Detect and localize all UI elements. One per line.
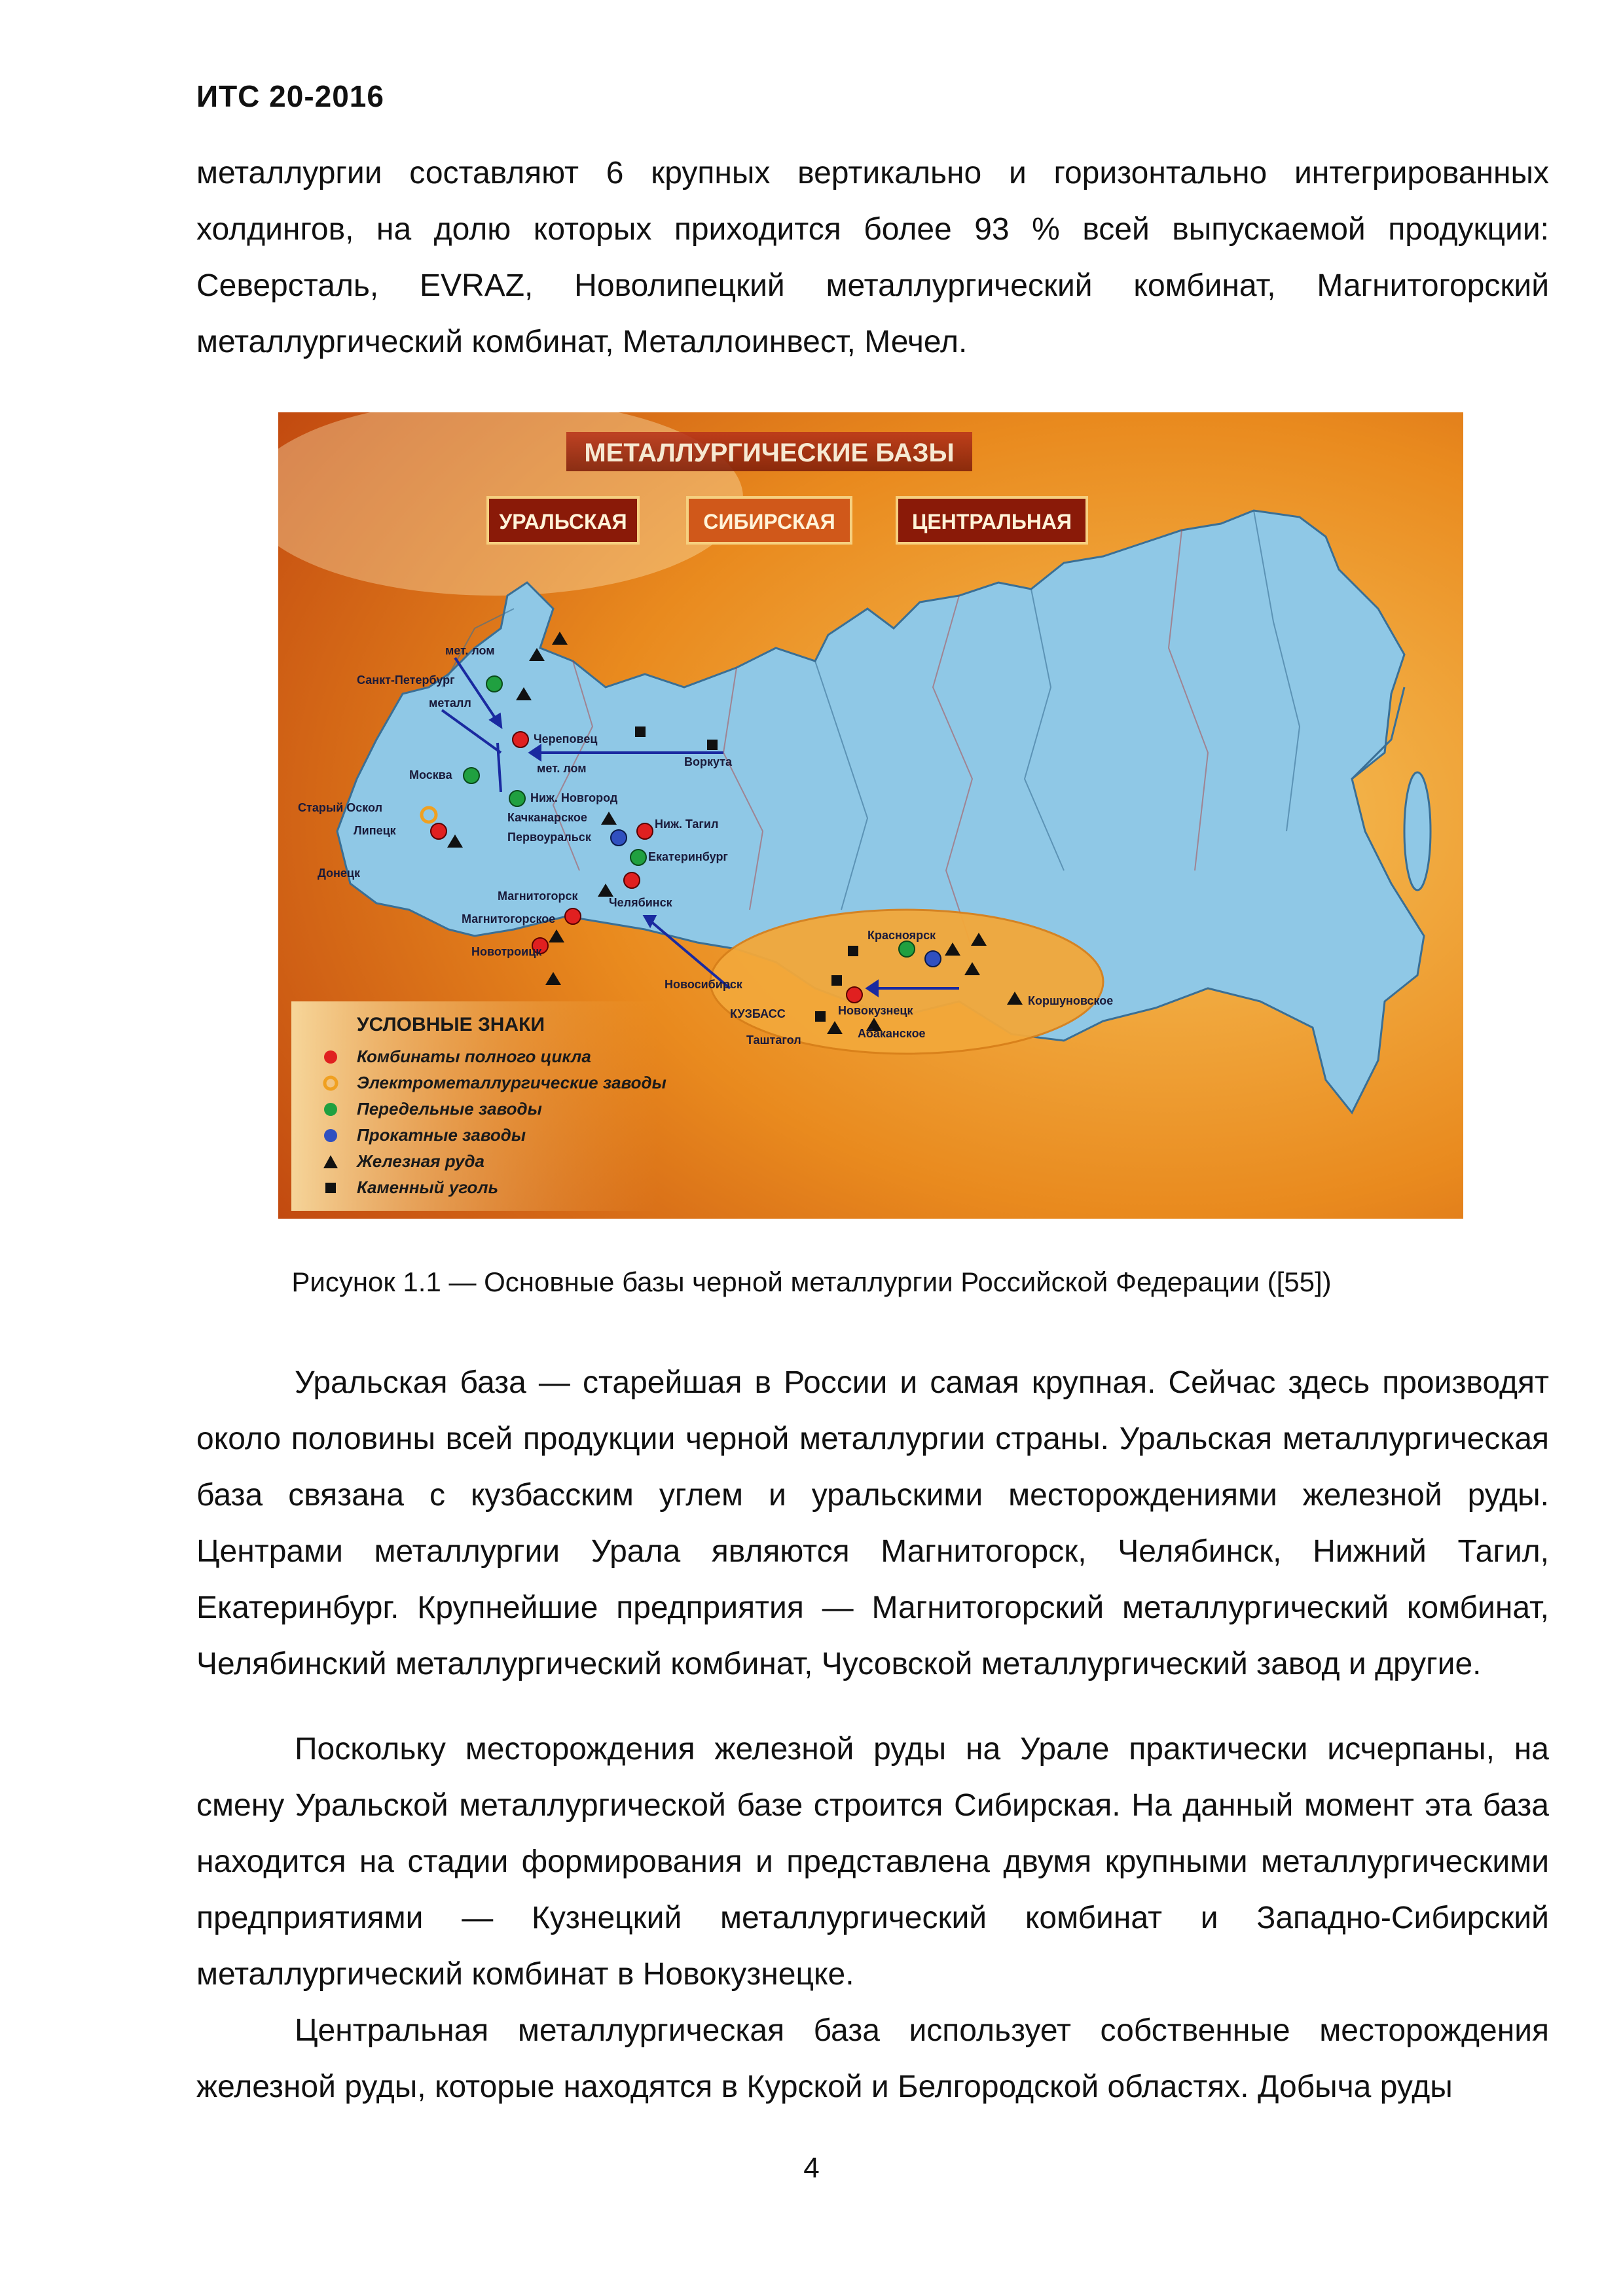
paragraph-central-base: Центральная металлургическая база использует собственные месторождения железной руды, которые находятся в Курской и Белгородской областях. Добыча руды — [196, 2013, 1549, 2104]
legend-iron-ore: Железная руда — [357, 1151, 484, 1171]
marker-moskva — [464, 768, 479, 783]
legend-icon-redistribution — [324, 1103, 337, 1116]
label-lipetsk: Липецк — [354, 824, 396, 837]
label-moskva: Москва — [409, 768, 452, 781]
base-tabs — [488, 497, 1087, 543]
label-nnovgorod: Ниж. Новгород — [530, 791, 618, 804]
page-number: 4 — [803, 2152, 820, 2184]
tab-uralskaya: УРАЛЬСКАЯ — [499, 510, 627, 533]
marker-spb — [486, 676, 502, 692]
label-tashtagol: Таштагол — [746, 1033, 801, 1047]
legend-icon-rolling — [324, 1129, 337, 1142]
label-pervouralsk: Первоуральск — [507, 831, 591, 844]
marker-chelyabinsk — [624, 872, 640, 888]
marker-cherepovets — [513, 732, 528, 747]
metallurgy-map-figure — [278, 412, 1463, 1219]
figure-caption: Рисунок 1.1 — Основные базы черной металлургии Российской Федерации ([55]) — [291, 1266, 1332, 1297]
marker-magnitogorsk — [565, 908, 581, 924]
label-spb: Санкт-Петербург — [357, 673, 455, 687]
marker-novokuznetsk — [847, 987, 862, 1003]
paragraph-siberian-base: Поскольку месторождения железной руды на Урале практически исчерпаны, на смену Уральской металлургической базе строится Сибирская. На данный момент эта база находится на стадии формирования и представлена двумя крупными металлургическими предприятиями — Кузнецкий металлургический комбинат и Западно-Сибирский металлургический комбинат в Новокузнецке. — [196, 1732, 1549, 1992]
legend-title: УСЛОВНЫЕ ЗНАКИ — [357, 1014, 545, 1035]
label-donetsk: Донецк — [318, 867, 360, 880]
label-magnitogorsk: Магнитогорск — [498, 889, 578, 903]
label-magnitogorskoe: Магнитогорское — [462, 912, 556, 925]
marker-nnovgorod — [509, 791, 525, 806]
document-header: ИТС 20-2016 — [196, 79, 384, 113]
label-metlom1: мет. лом — [445, 644, 495, 657]
label-chelyabinsk: Челябинск — [609, 896, 672, 909]
label-korshunovskoe: Коршуновское — [1028, 994, 1114, 1007]
label-stoskol: Старый Оскол — [298, 801, 383, 814]
paragraph-ural-base: Уральская база — старейшая в России и самая крупная. Сейчас здесь производят около половины всей продукции черной металлургии страны. Уральская металлургическая база связана с кузбасским углем и уральскими месторождениями железной руды. Центрами металлургии Урала являются Магнитогорск, Челябинск, Нижний Тагил, Екатеринбург. Крупнейшие предприятия — Магнитогорский металлургический комбинат, Челябинский металлургический комбинат, Чусовской металлургический завод и другие. — [196, 1365, 1549, 1681]
legend-icon-coal — [325, 1183, 336, 1193]
label-ntagil: Ниж. Тагил — [655, 817, 719, 831]
tab-sibirskaya: СИБИРСКАЯ — [703, 510, 835, 533]
label-novosibirsk: Новосибирск — [665, 978, 742, 991]
label-metlom2: мет. лом — [537, 762, 587, 775]
label-abakan: Абаканское — [858, 1027, 926, 1040]
marker-krasnoyarsk — [899, 941, 915, 957]
label-metall: металл — [429, 696, 471, 709]
marker-ekb — [630, 850, 646, 865]
tab-tsentralnaya: ЦЕНТРАЛЬНАЯ — [911, 510, 1072, 533]
label-kachkanar: Качканарское — [507, 811, 587, 824]
label-novokuznetsk: Новокузнецк — [838, 1004, 913, 1017]
legend-full-cycle: Комбинаты полного цикла — [357, 1047, 591, 1066]
marker-lipetsk — [431, 823, 447, 839]
label-novotroitsk: Новотроицк — [471, 945, 542, 958]
legend-redistribution: Передельные заводы — [357, 1099, 542, 1119]
label-vorkuta: Воркута — [684, 755, 733, 768]
legend-coal: Каменный уголь — [357, 1177, 499, 1197]
paragraph-intro: металлургии составляют 6 крупных вертикально и горизонтально интегрированных холдингов, на долю которых приходится более 93 % всей выпускаемой продукции: Северсталь, EVRAZ, Новолипецкий металлургический комбинат, Магнитогорский металлургический комбинат, Металлоинвест, Мечел. — [196, 156, 1549, 359]
figure-title: МЕТАЛЛУРГИЧЕСКИЕ БАЗЫ — [584, 439, 955, 467]
marker-ntagil — [637, 823, 653, 839]
label-krasnoyarsk: Красноярск — [867, 929, 936, 942]
legend-rolling: Прокатные заводы — [357, 1125, 526, 1145]
label-ekb: Екатеринбург — [648, 850, 728, 863]
marker-pervouralsk — [611, 830, 627, 846]
label-kuzbass: КУЗБАСС — [730, 1007, 786, 1020]
label-cherepovets: Череповец — [534, 732, 598, 745]
legend-electro: Электрометаллургические заводы — [357, 1073, 666, 1092]
legend-icon-full-cycle — [324, 1050, 337, 1064]
marker-korshunovskoe-rolling — [925, 951, 941, 967]
